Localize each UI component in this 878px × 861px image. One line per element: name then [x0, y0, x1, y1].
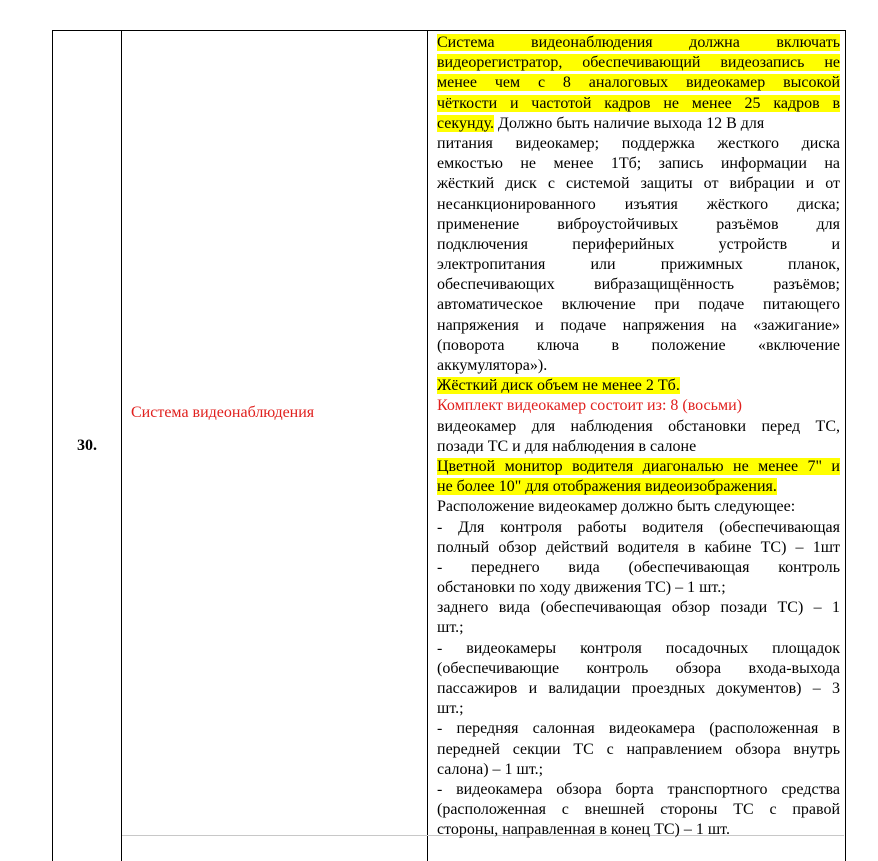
description-line: (поворота ключа в положение «включение	[437, 336, 840, 354]
description-line: шт.;	[437, 619, 464, 637]
description-line: Система видеонаблюдения должна включать	[437, 34, 840, 51]
description-line: применение виброустойчивых разъёмов для	[437, 215, 840, 233]
description-line: не более 10" для отображения видеоизображения.	[437, 478, 777, 496]
description-line: аккумулятора»).	[437, 357, 548, 374]
description-line: обеспечивающих вибрaзащищённость разъёмов;	[437, 276, 840, 294]
description-line: - видеокамера обзора борта транспортного средства	[437, 780, 840, 798]
description-line: Расположение видеокамер должно быть следующее:	[437, 498, 796, 516]
description-line: Жёсткий диск объем не менее 2 Тб.	[437, 377, 680, 395]
description-line: обстановки по ходу движения ТС) – 1 шт.;	[437, 579, 726, 597]
description-line: - переднего вида (обеспечивающая контроль	[437, 558, 840, 576]
description-line: позади ТС и для наблюдения в салоне	[437, 437, 697, 455]
description-line: передней секции ТС с направлением обзора внутрь	[437, 740, 840, 758]
description-line: видеорегистратор, обеспечивающий видеозапись не	[437, 54, 840, 72]
description-line: жёсткий диск с системой защиты от вибрации и от	[437, 175, 840, 193]
description-line: стороны, направленная в конец ТС) – 1 шт.	[437, 821, 730, 839]
description-line: Комплект видеокамер состоит из: 8 (восьми)	[437, 397, 742, 415]
description-line: автоматическое включение при подаче питающего	[437, 296, 840, 314]
description-line: подключения периферийных устройств и	[437, 235, 840, 253]
description-line: менее чем с 8 аналоговых видеокамер высокой	[437, 74, 840, 92]
description-line: питания видеокамер; поддержка жесткого диска	[437, 134, 840, 152]
row-number: 30.	[77, 437, 97, 454]
description-line: емкостью не менее 1Тб; запись информации на	[437, 155, 840, 173]
description-line: - Для контроля работы водителя (обеспечивающая	[437, 518, 840, 536]
column-divider-name	[427, 30, 428, 861]
description-line: (расположенная с внешней стороны ТС с правой	[437, 801, 840, 819]
description-line: салона) – 1 шт.;	[437, 760, 544, 778]
table-right-border	[845, 30, 846, 861]
description-line: напряжения и подаче напряжения на «зажигание»	[437, 316, 840, 334]
description-line: - передняя салонная видеокамера (расположенная в	[437, 720, 840, 738]
description-line: электропитания или прижимных планок,	[437, 256, 840, 274]
description-line: несанкционированного изъятия жёсткого диска;	[437, 195, 840, 213]
description-line: - видеокамеры контроля посадочных площадок	[437, 639, 840, 657]
table-top-border	[52, 30, 845, 31]
requirements-description	[437, 33, 840, 841]
description-line: шт.;	[437, 700, 464, 718]
description-line: секунду. Должно быть наличие выхода 12 В для	[437, 114, 765, 132]
description-line: заднего вида (обеспечивающая обзор позади ТС) – 1	[437, 599, 840, 617]
description-line: видеокамер для наблюдения обстановки перед ТС,	[437, 417, 840, 435]
description-line: полный обзор действий водителя в кабине ТС) – 1шт	[437, 538, 840, 556]
description-line: чёткости и частотой кадров не менее 25 кадров в	[437, 94, 840, 112]
description-line: пассажиров и валидации проездных документов) – 3	[437, 680, 840, 697]
row-name: Система видеонаблюдения	[131, 404, 315, 421]
description-line: (обеспечивающие контроль обзора входа-выхода	[437, 659, 840, 677]
column-divider-number	[121, 30, 122, 861]
description-line: Цветной монитор водителя диагональю не менее 7" и	[437, 457, 840, 475]
